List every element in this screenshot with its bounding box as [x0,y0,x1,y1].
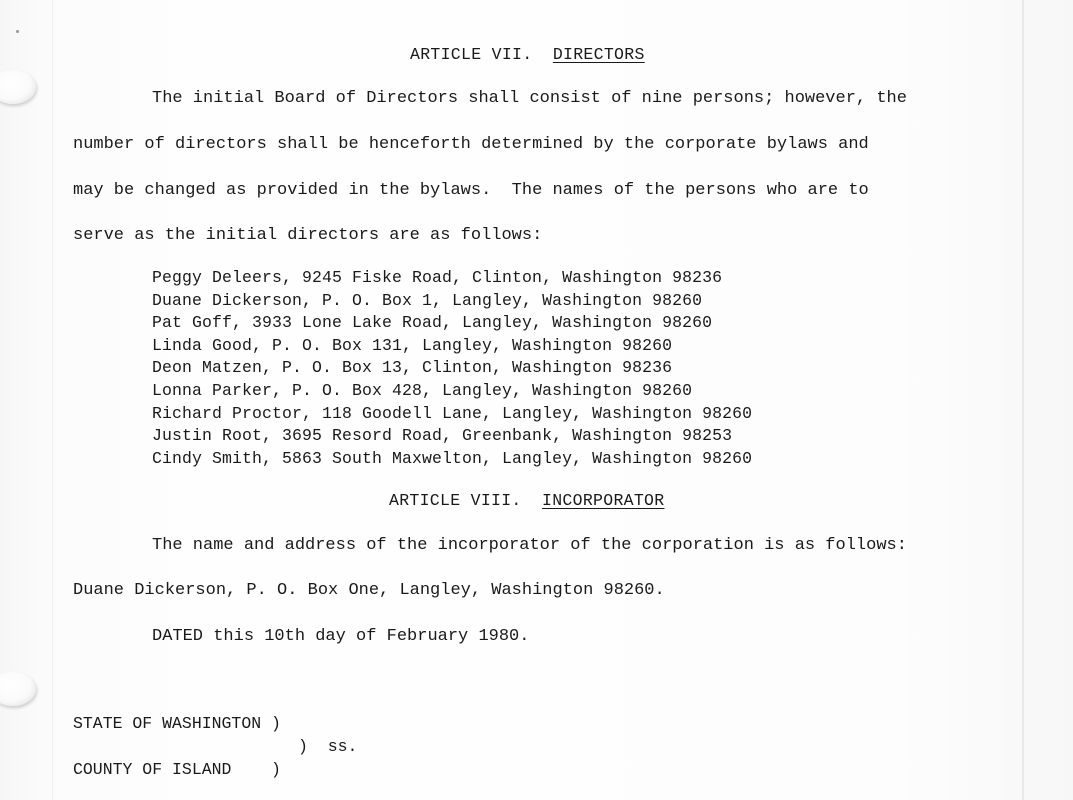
director-entry: Lonna Parker, P. O. Box 428, Langley, Washington 98260 [152,381,693,400]
page-edge-right [1022,0,1024,800]
director-entry: Deon Matzen, P. O. Box 13, Clinton, Washington 98236 [152,358,673,377]
article-7-heading [410,45,645,65]
article-8-title: INCORPORATOR [542,491,665,510]
page-edge-left [52,0,53,800]
director-entry: Duane Dickerson, P. O. Box 1, Langley, Washington 98260 [152,291,703,310]
article-7-label: ARTICLE VII. [410,45,533,64]
director-entry: Justin Root, 3695 Resord Road, Greenbank, Washington 98253 [152,426,733,445]
article-8-para-line-1: The name and address of the incorporator of the corporation is as follows: [152,536,907,555]
punch-hole-bottom [0,672,36,706]
director-entry: Pat Goff, 3933 Lone Lake Road, Langley, Washington 98260 [152,313,713,332]
dated-line: DATED this 10th day of February 1980. [152,627,530,646]
article-7-para-line-2: number of directors shall be henceforth determined by the corporate bylaws and [73,135,869,154]
article-8-para-line-2: Duane Dickerson, P. O. Box One, Langley, Washington 98260. [73,581,665,600]
article-7-title: DIRECTORS [552,45,645,64]
scan-speck [16,30,19,33]
venue-county-line: COUNTY OF ISLAND ) [73,760,281,779]
director-entry: Cindy Smith, 5863 South Maxwelton, Langley, Washington 98260 [152,449,753,468]
venue-ss-line: ) ss. [298,737,358,756]
article-8-heading [389,491,664,511]
punch-hole-top [0,70,36,104]
venue-state-line: STATE OF WASHINGTON ) [73,714,281,733]
article-7-para-line-3: may be changed as provided in the bylaws. The names of the persons who are to [73,181,869,200]
article-7-para-line-4: serve as the initial directors are as follows: [73,226,543,245]
article-7-para-line-1: The initial Board of Directors shall consist of nine persons; however, the [152,89,907,108]
director-entry: Peggy Deleers, 9245 Fiske Road, Clinton, Washington 98236 [152,268,723,287]
article-8-label: ARTICLE VIII. [389,491,522,510]
director-entry: Linda Good, P. O. Box 131, Langley, Washington 98260 [152,336,673,355]
director-entry: Richard Proctor, 118 Goodell Lane, Langley, Washington 98260 [152,404,753,423]
